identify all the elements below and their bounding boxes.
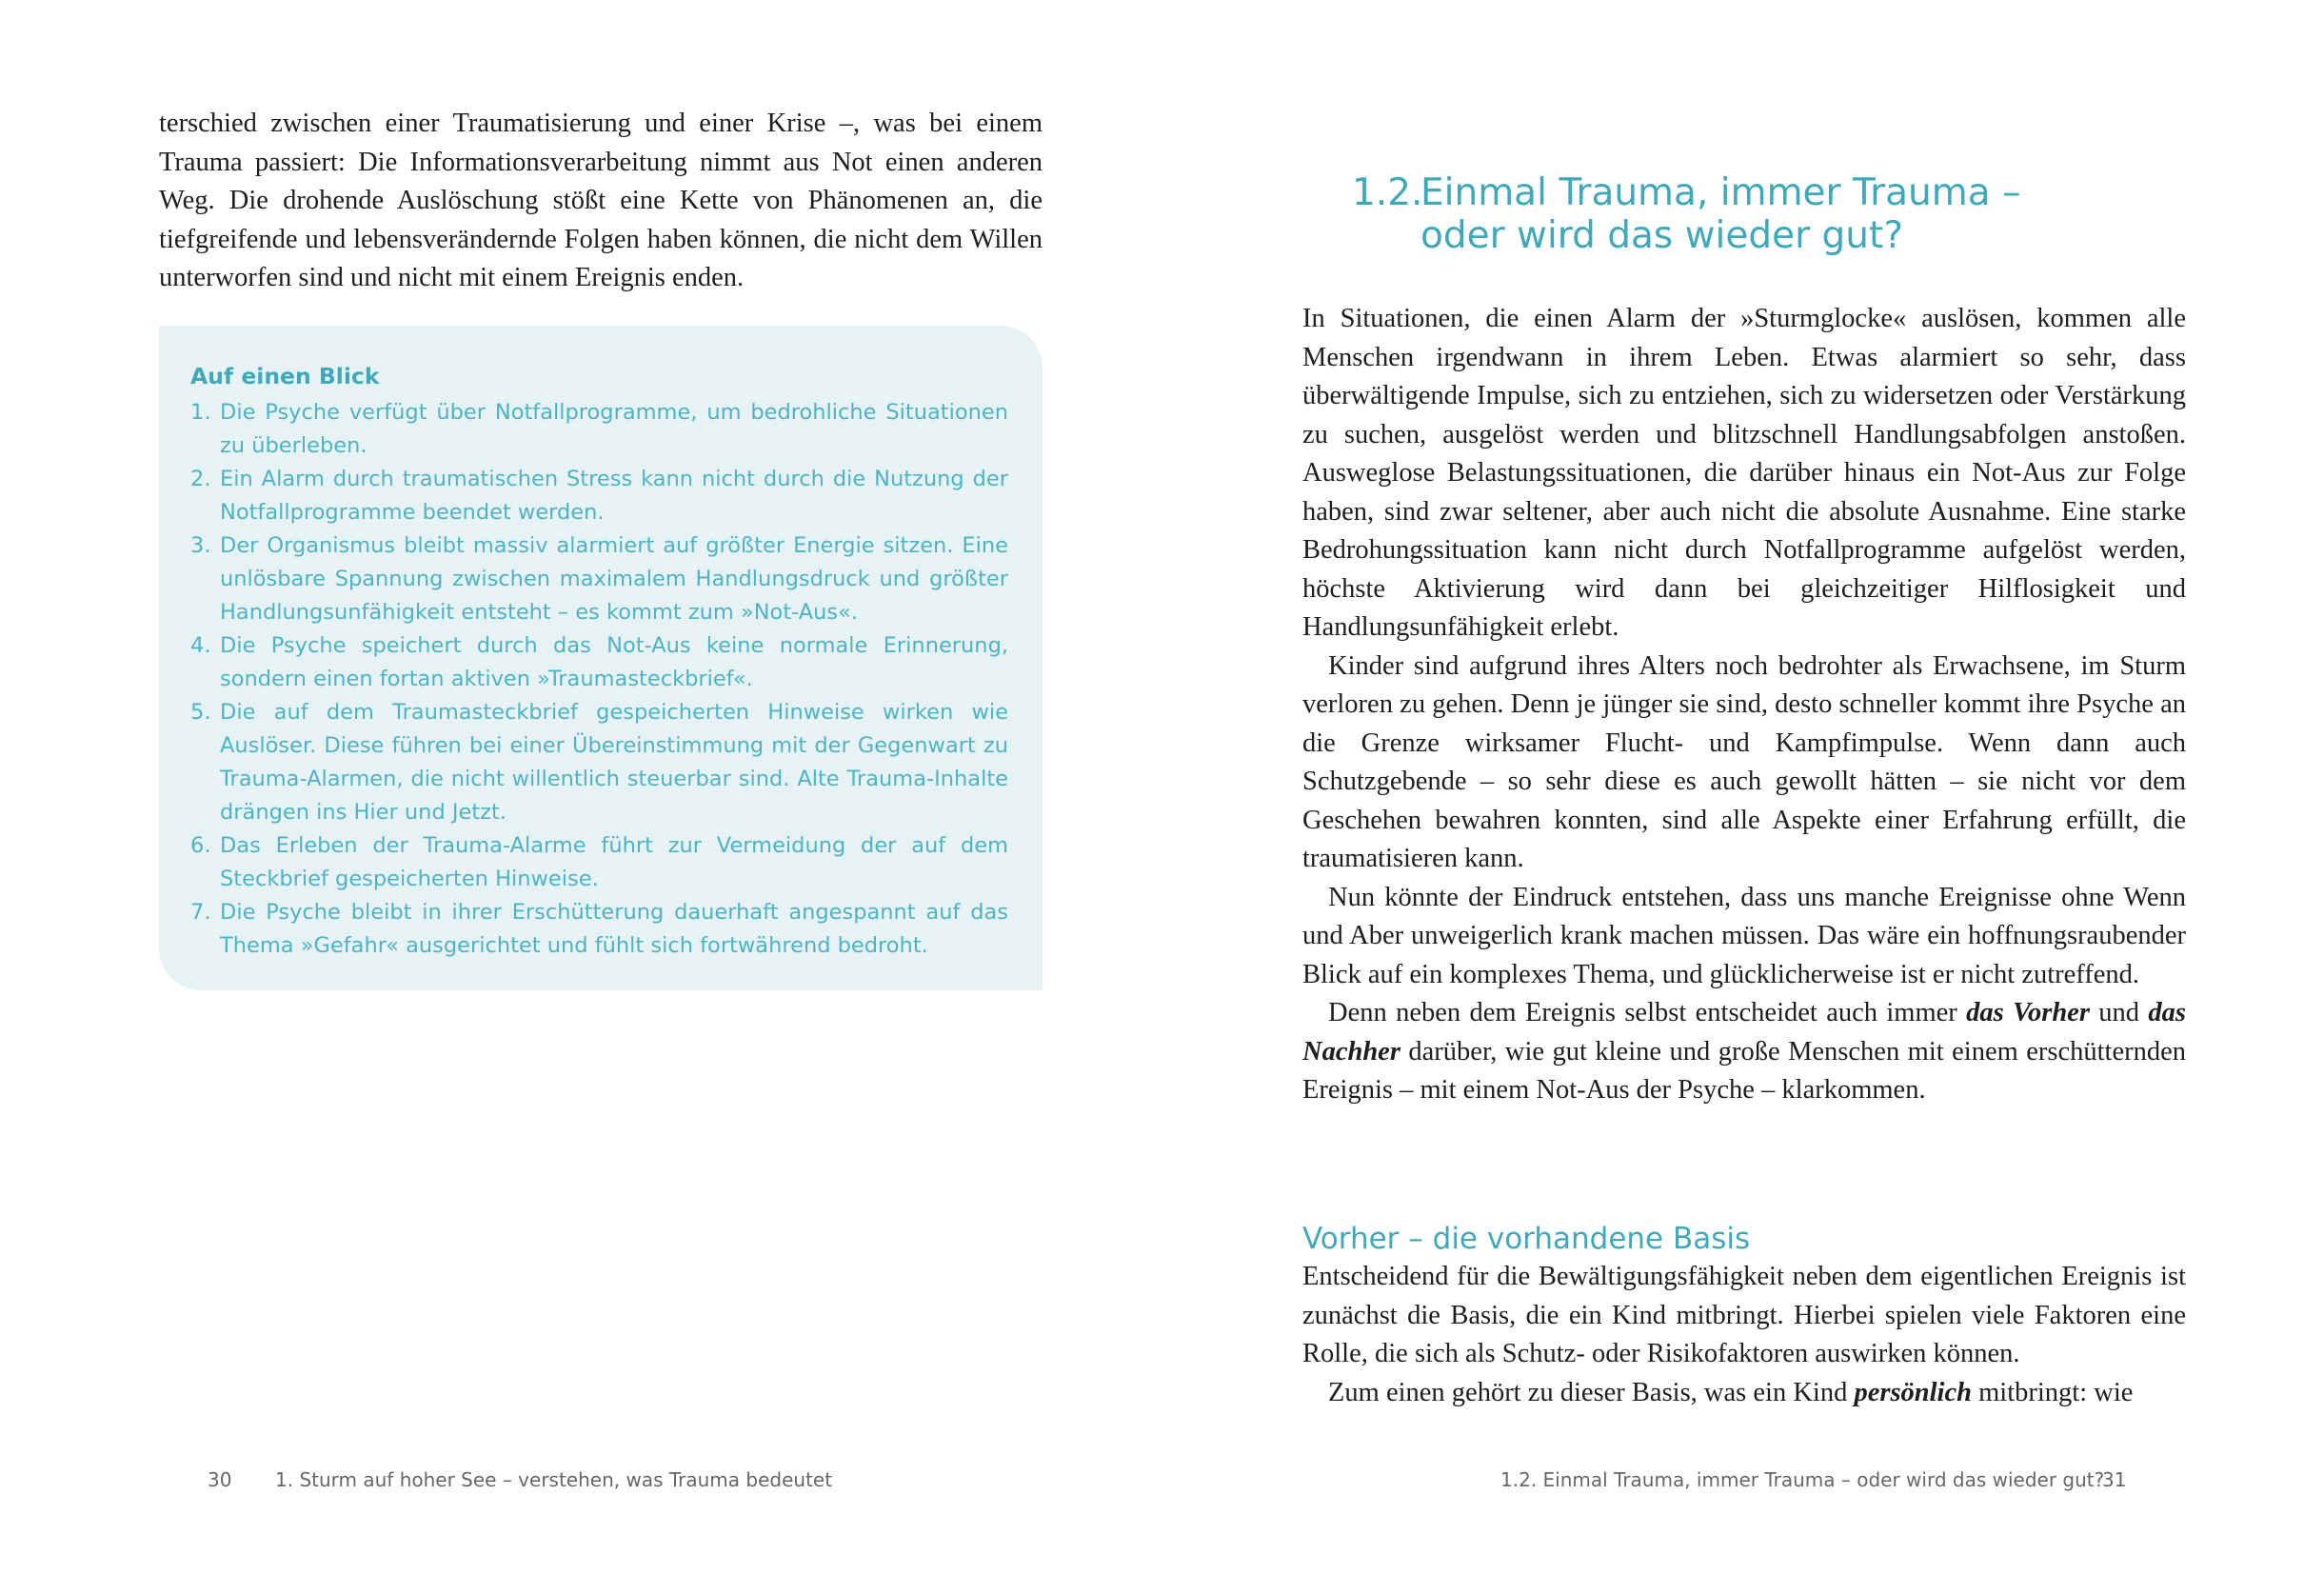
- section-vorher: [1302, 1220, 2186, 1412]
- chapter-number: 1.2.: [1352, 171, 1423, 214]
- body-paragraph: [1302, 1374, 2186, 1413]
- list-item: [190, 696, 1008, 829]
- list-item-number: 2.: [190, 467, 211, 491]
- continuation-paragraph: terschied zwischen einer Traumatisierung und einer Krise –, was bei einem Trauma passiert: Die Informationsverarbeitung nimmt aus Not einen anderen Weg. Die drohende Auslöschung stößt eine Kette von Phänomenen an, die tiefgreifende und lebensverändernde Folgen haben können, die nicht dem Willen unterworfen sind und nicht mit einem Ereignis enden.: [159, 109, 1043, 292]
- list-item-text: Die Psyche bleibt in ihrer Erschütterung dauerhaft angespannt auf das Thema »Gefahr« ausgerichtet und fühlt sich fortwährend bedroht.: [220, 900, 1008, 958]
- summary-box: [159, 326, 1043, 990]
- list-item-text: Das Erleben der Trauma-Alarme führt zur Vermeidung der auf dem Steckbrief gespeicherten Hinweise.: [220, 833, 1008, 891]
- summary-box-title: Auf einen Blick: [190, 363, 380, 389]
- list-item-number: 1.: [190, 400, 211, 425]
- right-body-text: [1302, 300, 2186, 1110]
- body-paragraph: [1302, 994, 2186, 1110]
- list-item-number: 6.: [190, 833, 211, 858]
- list-item: [190, 396, 1008, 463]
- emphasis-persoenlich: persönlich: [1854, 1377, 1972, 1407]
- list-item-text: Die Psyche verfügt über Notfallprogramme, um bedrohliche Situationen zu überleben.: [220, 400, 1008, 458]
- list-item-text: Ein Alarm durch traumatischen Stress kann nicht durch die Nutzung der Notfallprogramme beendet werden.: [220, 467, 1008, 525]
- list-item: [190, 463, 1008, 529]
- list-item: [190, 529, 1008, 629]
- list-item-number: 3.: [190, 533, 211, 558]
- body-paragraph: In Situationen, die einen Alarm der »Sturmglocke« auslösen, kommen alle Menschen irgendwann in ihrem Leben. Etwas alarmiert so sehr, dass überwältigende Impulse, sich zu entziehen, sich zu widersetzen oder Verstärkung zu suchen, ausgelöst werden und blitzschnell Handlungsabfolgen anstoßen. Ausweglose Belastungssituationen, die darüber hinaus ein Not-Aus zur Folge haben, sind zwar seltener, aber auch nicht die absolute Ausnahme. Eine starke Bedrohungssituation kann nicht durch Notfallprogramme aufgelöst werden, höchste Aktivierung wird dann bei gleichzeitiger Hilflosigkeit und Handlungsunfähigkeit erlebt.: [1302, 304, 2186, 642]
- text-run: darüber, wie gut kleine und große Menschen mit einem erschütternden Ereignis – mit einem Not-Aus der Psyche – klarkommen.: [1302, 1036, 2186, 1105]
- list-item: [190, 896, 1008, 963]
- text-run: und: [2089, 998, 2149, 1027]
- list-item: [190, 829, 1008, 896]
- emphasis-das-vorher: das Vorher: [1966, 998, 2090, 1027]
- chapter-title-line2: oder wird das wieder gut?: [1420, 214, 1904, 257]
- body-paragraph: Nun könnte der Eindruck entstehen, dass uns manche Ereignisse ohne Wenn und Aber unweigerlich krank machen müssen. Das wäre ein hoffnungsraubender Blick auf ein komplexes Thema, und glücklicherweise ist er nicht zutreffend.: [1302, 882, 2186, 989]
- section-subheading: Vorher – die vorhandene Basis: [1302, 1222, 1751, 1256]
- left-footer-page-number: 30: [208, 1468, 232, 1491]
- right-footer-page-number: 31: [2102, 1468, 2127, 1491]
- continuation-text-block: [159, 105, 1043, 298]
- body-paragraph: Kinder sind aufgrund ihres Alters noch bedrohter als Erwachsene, im Sturm verloren zu gehen. Denn je jünger sie sind, desto schneller kommt ihre Psyche an die Grenze wirksamer Flucht- und Kampfimpulse. Wenn dann auch Schutzgebende – so sehr diese es auch gewollt hätten – sie nicht vor dem Geschehen bewahren konnten, sind alle Aspekte einer Erfahrung erfüllt, die traumatisieren kann.: [1302, 650, 2186, 873]
- text-run: Denn neben dem Ereignis selbst entscheidet auch immer: [1328, 998, 1967, 1027]
- right-footer-running-head: 1.2. Einmal Trauma, immer Trauma – oder wird das wieder gut?: [1500, 1468, 2105, 1491]
- list-item-number: 4.: [190, 633, 211, 658]
- emphasis-das-nachher: das Nachher: [1302, 998, 2187, 1067]
- summary-list: [190, 396, 1008, 963]
- chapter-title-line1: Einmal Trauma, immer Trauma –: [1420, 171, 2021, 214]
- left-footer-running-head: 1. Sturm auf hoher See – verstehen, was Trauma bedeutet: [275, 1468, 833, 1491]
- text-run: mitbringt: wie: [1971, 1377, 2134, 1407]
- list-item-text: Die auf dem Traumasteckbrief gespeicherten Hinweise wirken wie Auslöser. Diese führen bei einer Übereinstimmung mit der Gegenwart zu Trauma-Alarmen, die nicht willentlich steuerbar sind. Alte Trauma-Inhalte drängen ins Hier und Jetzt.: [220, 700, 1008, 825]
- right-page: [1162, 0, 2324, 1575]
- list-item: [190, 629, 1008, 696]
- list-item-number: 5.: [190, 700, 211, 725]
- list-item-text: Die Psyche speichert durch das Not-Aus keine normale Erinnerung, sondern einen fortan aktiven »Traumasteckbrief«.: [220, 633, 1008, 691]
- list-item-text: Der Organismus bleibt massiv alarmiert auf größter Energie sitzen. Eine unlösbare Spannung zwischen maximalem Handlungsdruck und größter Handlungsunfähigkeit entsteht – es kommt zum »Not-Aus«.: [220, 533, 1008, 625]
- body-paragraph: Entscheidend für die Bewältigungsfähigkeit neben dem eigentlichen Ereignis ist zunächst die Basis, die ein Kind mitbringt. Hierbei spielen viele Faktoren eine Rolle, die sich als Schutz- oder Risikofaktoren auswirken können.: [1302, 1262, 2186, 1368]
- text-run: Zum einen gehört zu dieser Basis, was ein Kind: [1328, 1377, 1855, 1407]
- list-item-number: 7.: [190, 900, 211, 925]
